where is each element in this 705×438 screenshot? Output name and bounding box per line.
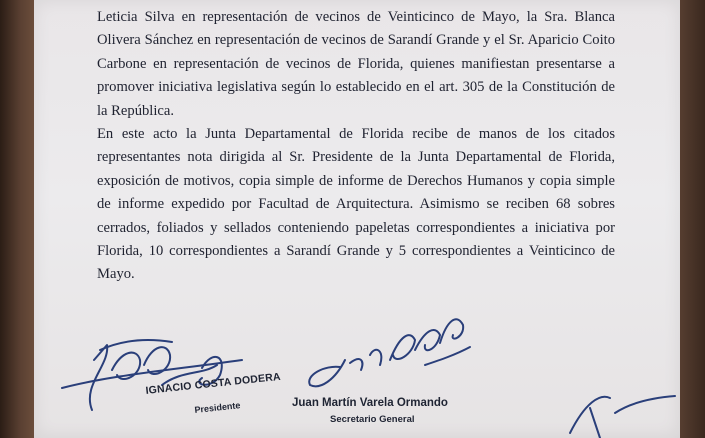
secretary-name: Juan Martín Varela Ormando [292, 397, 448, 409]
secretary-signature [265, 305, 495, 395]
document-body [97, 6, 615, 287]
secretary-title: Secretario General [330, 414, 415, 425]
president-name: IGNACIO COSTA DODERA [145, 370, 282, 397]
third-signature-fragment [530, 378, 680, 438]
table-surface-left [0, 0, 34, 438]
president-title: Presidente [194, 400, 241, 415]
paragraph-2: En este acto la Junta Departamental de Florida recibe de manos de los citados representantes nota dirigida al Sr. Presidente de la Junta Departamental de Florida, exposición de motivos, copia simple de informe de Derechos Humanos y copia simple de informe expedido por Facultad de Arquitectura. Asimismo se reciben 68 sobres cerrados, foliados y sellados conteniendo papeletas correspondientes a iniciativa por Florida, 10 correspondientes a Sarandí Grande y 5 correspondientes a Veinticinco de Mayo. [97, 126, 615, 283]
paragraph-1: Leticia Silva en representación de vecinos de Veinticinco de Mayo, la Sra. Blanca Olivera Sánchez en representación de vecinos de Sarandí Grande y el Sr. Aparicio Coito Carbone en representación de vecinos de Florida, quienes manifiestan presentarse a promover iniciativa legislativa según lo establecido en el art. 305 de la Constitución de la República. [97, 9, 615, 119]
